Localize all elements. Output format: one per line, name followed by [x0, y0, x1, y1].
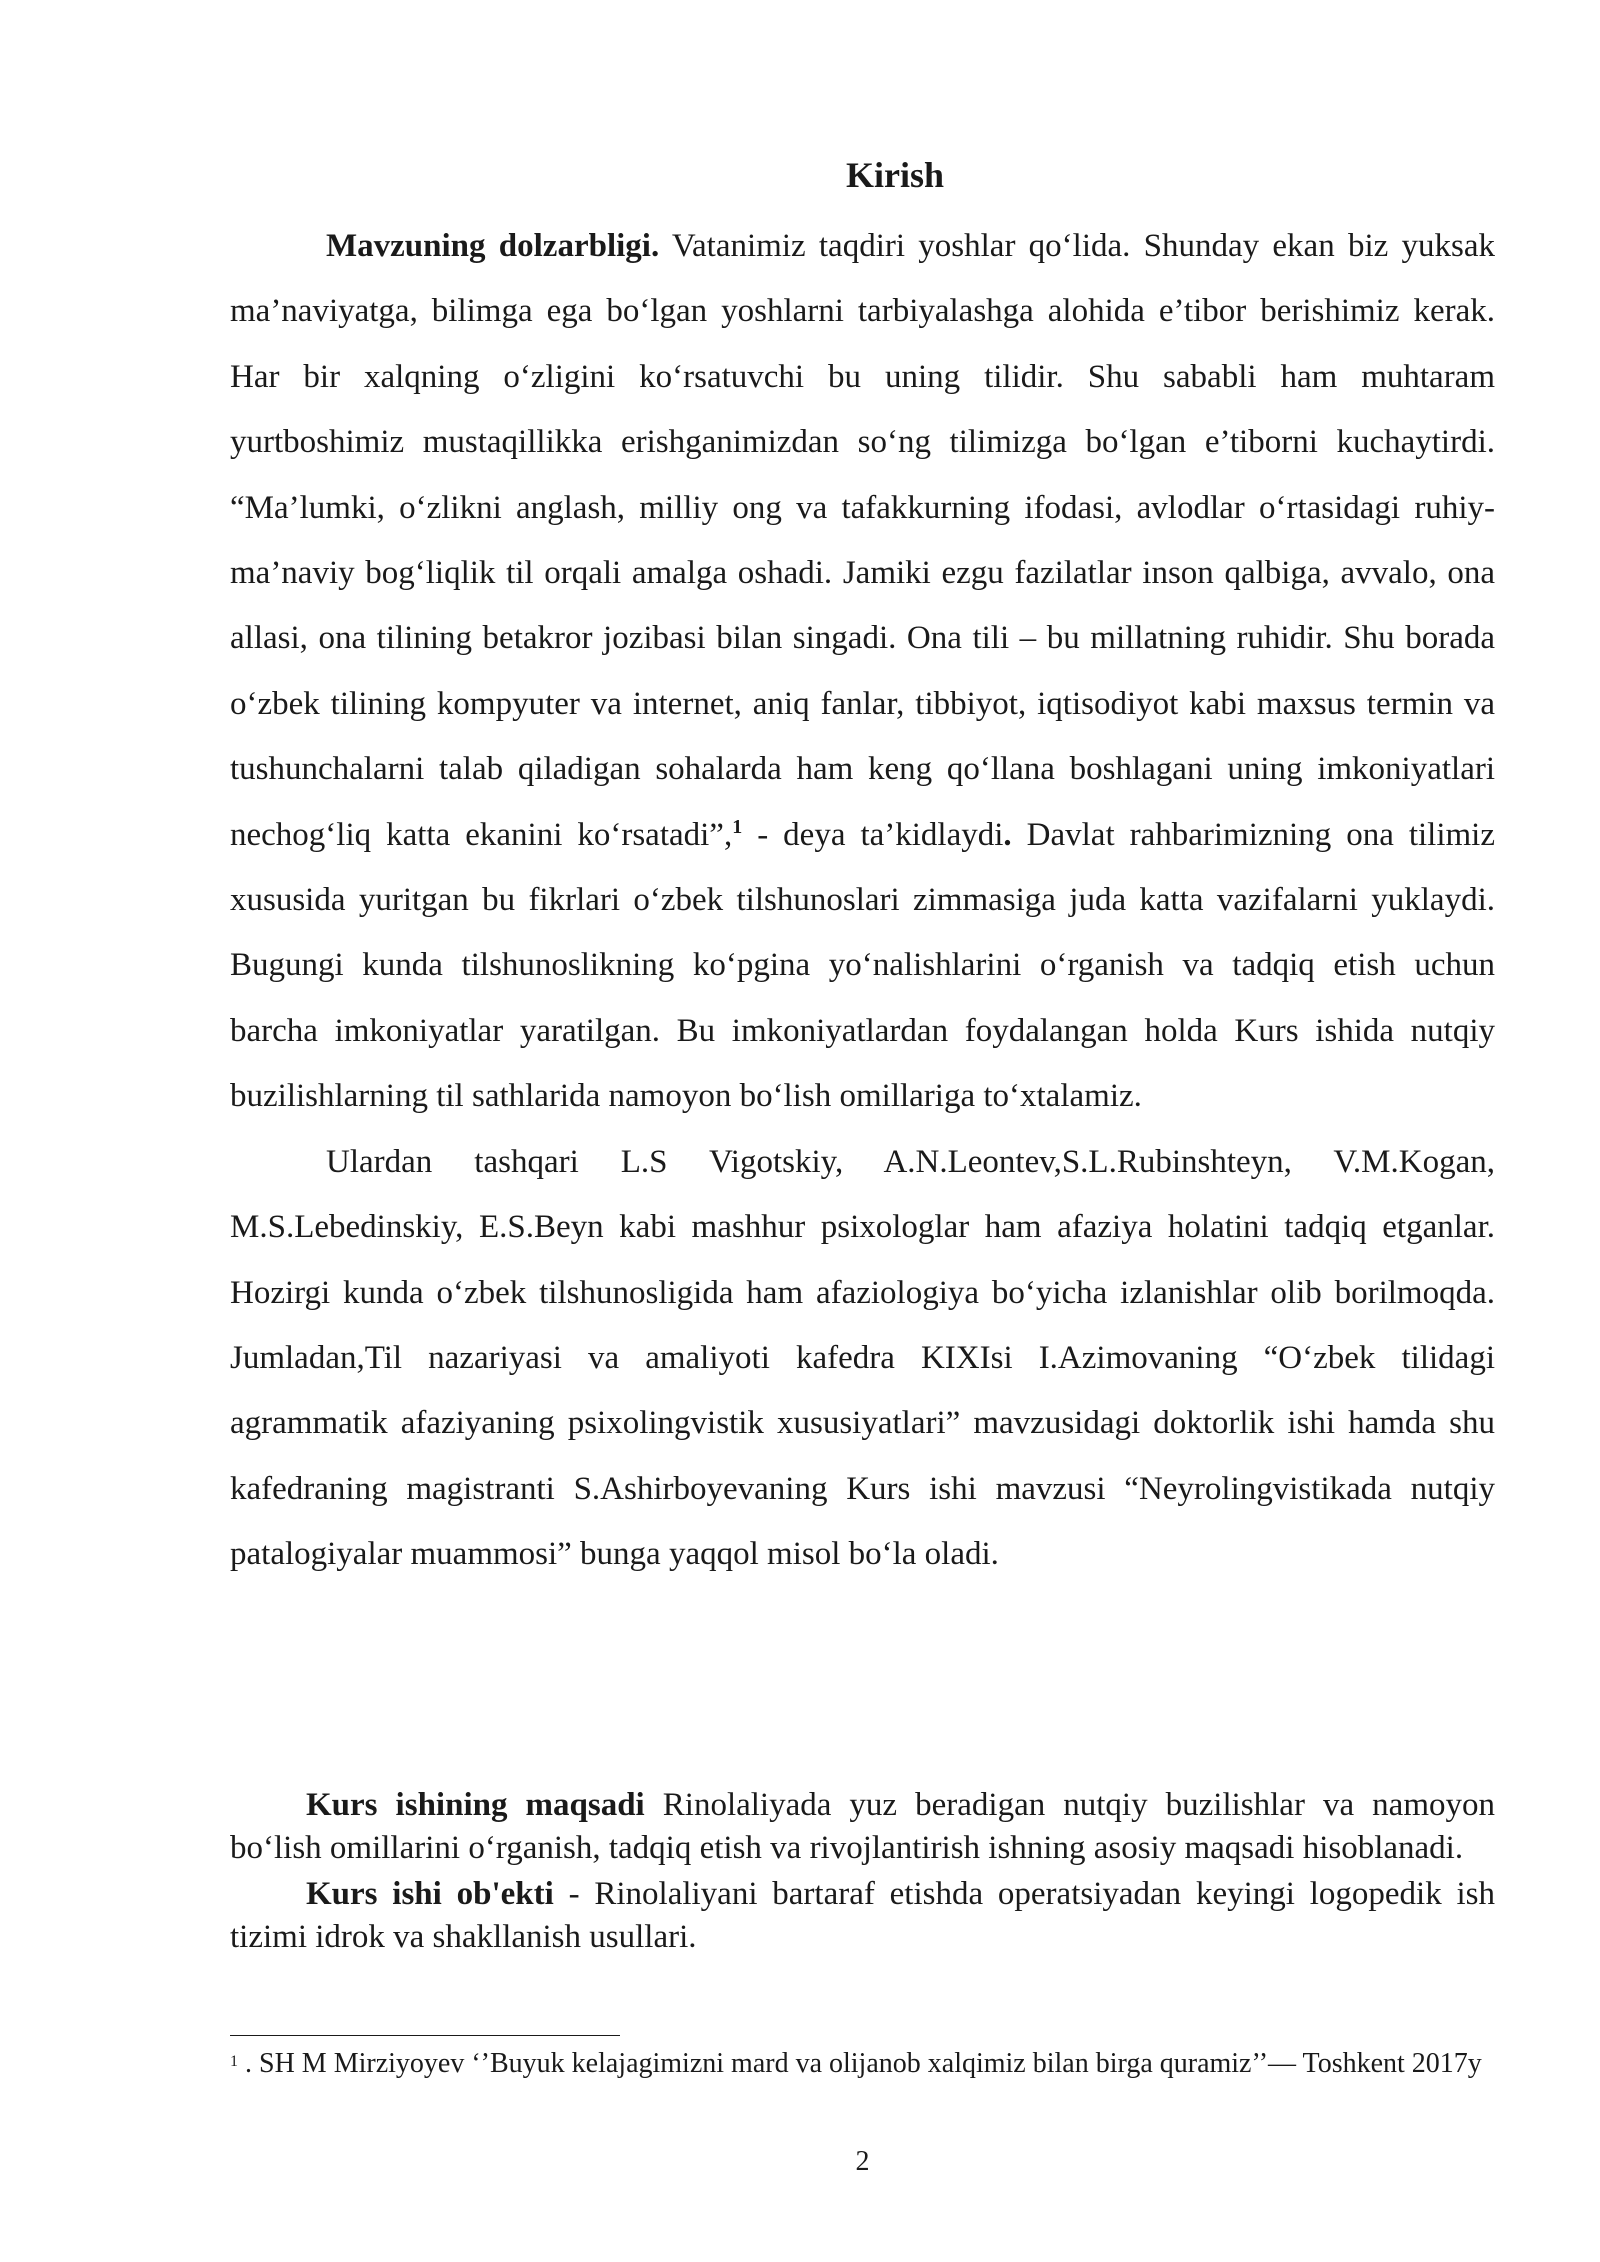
footnote-divider — [230, 2035, 620, 2036]
goal-heading: Kurs ishining maqsadi — [306, 1787, 645, 1823]
page-number: 2 — [855, 2146, 870, 2177]
intro-paragraph — [230, 214, 1495, 1130]
footnote-reference: 1 — [732, 815, 743, 838]
intro-text-part-2: - deya ta’kidlaydi — [742, 816, 1004, 853]
object-heading: Kurs ishi ob'ekti — [306, 1876, 554, 1912]
goal-text: Rinolaliyada yuz beradigan nutqiy buzilishlar va namoyon bo‘lish omillarini o‘rganish, tadqiq etish va rivojlantirish ishning asosiy maqsadi hisoblanadi. — [230, 1787, 1495, 1866]
goal-paragraph — [230, 1784, 1495, 1870]
intro-text-part-3: Davlat rahbarimizning ona tilimiz xususida yuritgan bu fikrlari o‘zbek tilshunoslari zimmasiga juda katta vazifalarni yuklaydi. Bugungi kunda tilshunoslikning ko‘pgina yo‘nalishlarini o‘rganish va tadqiq etish uchun barcha imkoniyatlar yaratilgan. Bu imkoniyatlardan foydalangan holda Kurs ishida nutqiy buzilishlarning til sathlarida namoyon bo‘lish omillariga to‘xtalamiz. — [230, 816, 1495, 1115]
footnote-text: . SH M Mirziyoyev ‘’Buyuk kelajagimizni mard va olijanob xalqimiz bilan birga quramiz’’— Toshkent 2017y — [238, 2048, 1482, 2079]
intro-heading: Mavzuning dolzarbligi. — [326, 228, 660, 264]
main-text — [230, 214, 1495, 1588]
object-text: - Rinolaliyani bartaraf etishda operatsiyadan keyingi logopedik ish tizimi idrok va shakllanish usullari. — [230, 1876, 1495, 1955]
footnote — [230, 2047, 1495, 2080]
psychologists-paragraph: Ulardan tashqari L.S Vigotskiy, A.N.Leontev,S.L.Rubinshteyn, V.M.Kogan, M.S.Lebedinskiy, E.S.Beyn kabi mashhur psixologlar ham afaziya holatini tadqiq etganlar. Hozirgi kunda o‘zbek tilshunosligida ham afaziologiya bo‘yicha izlanishlar olib borilmoqda. Jumladan,Til nazariyasi va amaliyoti kafedra KIXIsi I.Azimovaning “O‘zbek tilidagi agrammatik afaziyaning psixolingvistik xususiyatlari” mavzusidagi doktorlik ishi hamda shu kafedraning magistranti S.Ashirboyevaning Kurs ishi mavzusi “Neyrolingvistikada nutqiy patalogiyalar muammosi” bunga yaqqol misol bo‘la oladi. — [230, 1143, 1495, 1573]
page-title: Kirish — [845, 155, 944, 195]
intro-text-part-1: Vatanimiz taqdiri yoshlar qo‘lida. Shunday ekan biz yuksak ma’naviyatga, bilimga ega bo‘lgan yoshlarni tarbiyalashga alohida e’tibor berishimiz kerak. Har bir xalqning o‘zligini ko‘rsatuvchi bu uning tilidir. Shu sababli ham muhtaram yurtboshimiz mustaqillikka erishganimizdan so‘ng tilimizga bo‘lgan e’tiborni kuchaytirdi. “Ma’lumki, o‘zlikni anglash, milliy ong va tafakkurning ifodasi, avlodlar o‘rtasidagi ruhiy-ma’naviy bog‘liqlik til orqali amalga oshadi. Jamiki ezgu fazilatlar inson qalbiga, avvalo, ona allasi, ona tilining betakror jozibasi bilan singadi. Ona tili – bu millatning ruhidir. Shu borada o‘zbek tilining kompyuter va internet, aniq fanlar, tibbiyot, iqtisodiyot kabi maxsus termin va tushunchalarni talab qiladigan sohalarda ham keng qo‘llana boshlagani uning imkoniyatlari nechog‘liq katta ekanini ko‘rsatadi”, — [230, 228, 1495, 853]
object-paragraph — [230, 1873, 1495, 1959]
footnote-marker: 1 — [230, 2053, 238, 2070]
course-work-section — [230, 1784, 1495, 1962]
intro-bold-dot: . — [1003, 816, 1012, 853]
